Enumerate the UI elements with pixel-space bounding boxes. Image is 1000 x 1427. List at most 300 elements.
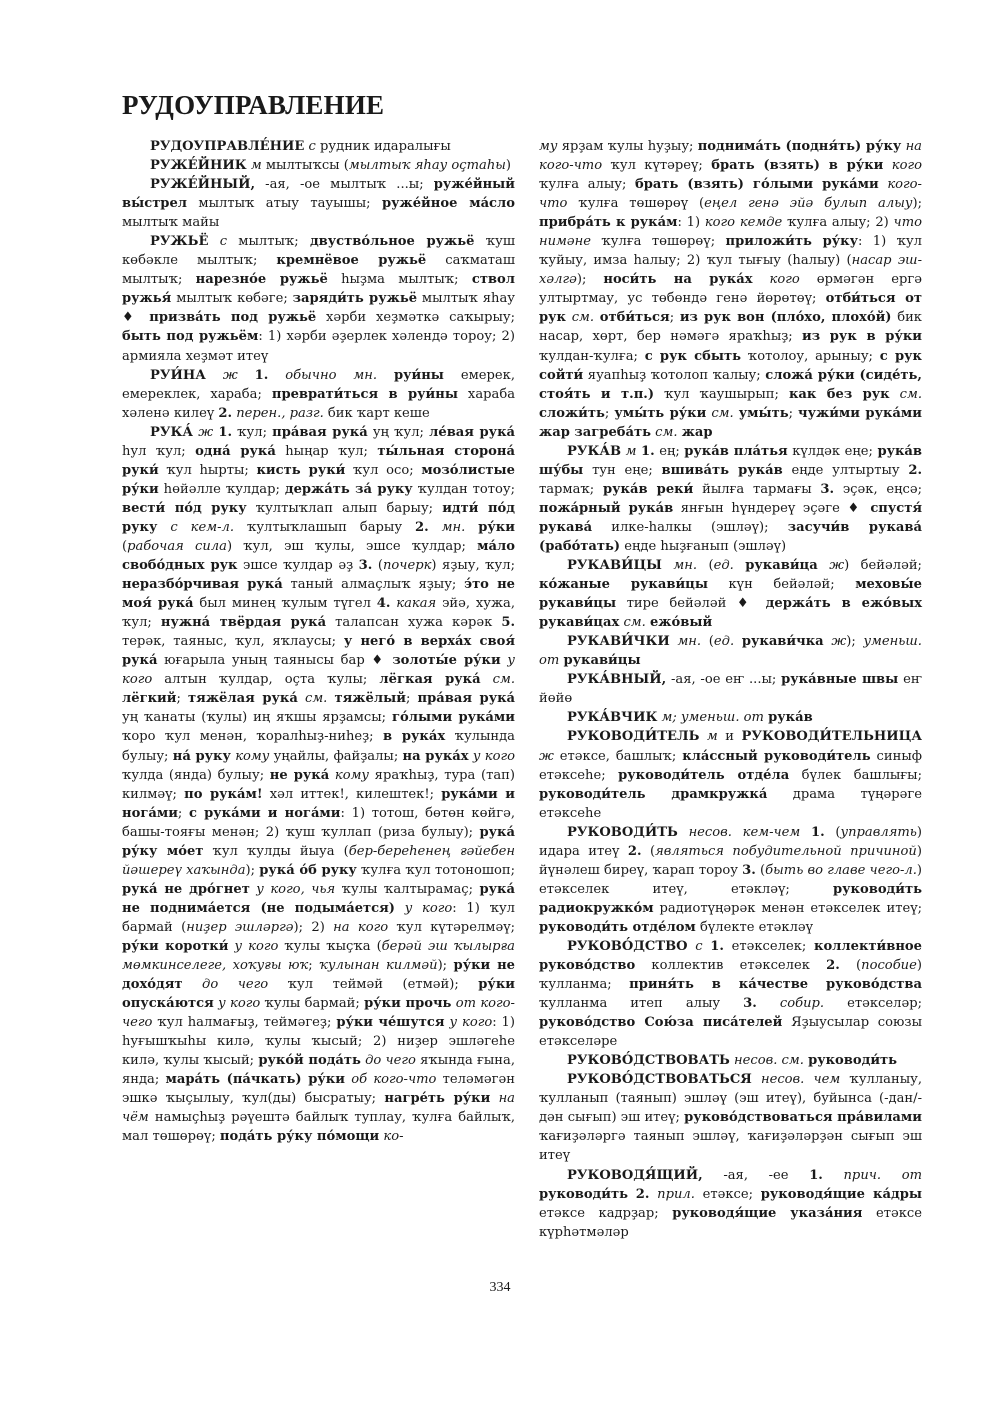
dictionary-entry [539,442,922,556]
italic-run: см. [655,424,678,440]
text-run [377,368,394,383]
bold-run: рука́вные швы [781,672,899,688]
text-run: ); [846,634,864,650]
text-run: эшсе ҡулдар әҙ [237,558,359,574]
bold-run: руководи́ть [539,1186,628,1202]
text-run: тармаҡ; [539,481,603,497]
text-run: ; [176,691,189,707]
text-run [734,634,742,649]
text-run: мылтыҡсы ( [261,158,349,174]
dictionary-entry [539,823,922,937]
dictionary-entry [539,1051,922,1070]
bold-run: руководи́ть [808,1053,898,1069]
italic-run: ж [539,748,554,764]
text-run: юғарыла уның таянысы бар ♦ [157,653,393,669]
text-run: ; [308,958,320,974]
text-run: ( [839,958,862,974]
text-run: ҡул; [232,424,273,440]
bold-run: сложи́ть [539,405,605,421]
bold-run: 3. [742,862,756,878]
bold-run: рука́ не дро́гнет [122,881,250,897]
italic-run: ҡулынан килмәй [319,958,438,974]
bold-run: из рук вон (пло́хо, плохо́й) [679,310,892,326]
bold-run: 2. [908,462,922,478]
bold-run: носи́ть на рука́х [603,272,753,288]
text-run: -ая, -ее [702,1167,810,1183]
italic-run: м; уменьш. от [661,710,764,726]
text-run: эйә, хужа, ҡул; [122,596,515,631]
bold-run: спустя́ рукава́ [539,500,923,535]
text-run: ҡулы бармай; [260,996,365,1012]
text-run: һыңар ҡул; [275,443,378,459]
italic-run: от кого-чего [122,996,515,1031]
bold-run: ру́ки не дохо́дят [122,958,516,993]
text-run [649,1187,657,1202]
text-run: ҡулға алыу; [539,177,635,193]
bold-run: не рука́ [269,767,330,783]
bold-run: 2. [826,958,840,974]
text-run [753,272,770,287]
bold-run: руководя́щие указа́ния [672,1205,863,1221]
text-run: ҡул теймәй (етмәй); [268,977,479,993]
italic-run: прич. от [843,1167,922,1183]
text-run: ҡоро ҡул менән, ҡоралһыҙ-ниһеҙ; [122,729,383,745]
bold-run: неразбо́рчивая рука́ [122,577,283,593]
text-run: ярҙам ҡулы һуҙыу; [557,139,698,154]
text-run: терәк, таяныс, ҡул, яҡлаусы; [122,634,344,650]
text-run: ҡул күтәрелмәү; [388,919,516,935]
italic-run: у кого [234,938,279,954]
italic-run: рабочая сила [127,538,227,554]
italic-run: об кого-что [351,1072,437,1088]
bold-run: заряди́ть ружьё [292,291,418,307]
text-run [890,387,900,402]
bold-run: руководи́тель отде́ла [618,767,790,783]
bold-run: ру́ки коротки́ [122,938,229,954]
bold-run: приня́ть в ка́честве руково́дства [629,977,922,993]
text-run: ); [912,196,922,212]
text-run: ( [122,538,128,554]
text-run: : 1) тотош, бөтөн көйгә, башы-тояғы менән; 2) ҡуш ҡуллап (риза булыу); [122,805,515,840]
text-run: ҡулға ҡул тотоношоп; [356,862,516,878]
text-run [208,234,219,249]
bold-run: руководи́ть отде́лом [539,919,696,935]
italic-run: у кого [472,748,515,764]
bold-run: умы́ть ру́ки [614,405,707,421]
italic-run: у кого [404,900,453,916]
bold-run: ру́ки [478,519,515,535]
text-run: йылға тармағы [693,481,821,497]
bold-run: вшива́ть рука́в [661,462,783,478]
bold-run: РУЖЕ́ЙНЫЙ, [150,177,256,193]
bold-run: рука́в шу́бы [539,443,923,478]
text-run: күн бейәләй; [707,577,856,593]
bold-run: брать (взять) го́лыми рука́ми [634,177,879,193]
text-run: бик насар, хөрт, бер нәмәгә яраҡһыҙ; [539,310,922,345]
italic-run: являться побудительной причиной [655,843,917,859]
italic-run: ко- [383,1129,404,1145]
text-run [678,825,689,840]
text-run: илке-һалкы (эшләү); [592,519,788,535]
text-run: ; [669,310,680,326]
italic-run: почерк [382,558,432,574]
italic-run: кому [334,767,370,783]
text-run: ) йүнәлеш биреү, ҡарап тороу [539,843,922,878]
text-run: хәрби хеҙмәткә саҡырыу; [316,310,515,326]
bold-run: РУЖЕ́ЙНИК [150,158,247,174]
text-run: ҡултыҡлап алып барыу; [246,500,443,516]
text-run: ; [405,691,418,707]
text-run: етәкселәр; [824,996,922,1012]
bold-run: 2. [218,405,233,421]
text-run [818,558,829,573]
bold-run: из рук в ру́ки [802,329,922,345]
bold-run: тяжёлая рука́ [188,691,298,707]
bold-run: руже́йное ма́сло [381,196,515,212]
text-run: ; [604,405,615,421]
bold-run: пра́вая рука́ [417,691,516,707]
bold-run: нужна́ твёрдая рука́ [160,615,327,631]
text-run: хәл иттек!, килештек!; [262,786,442,802]
italic-run: на кого-что [539,139,922,174]
bold-run: руково́дствоваться пра́вилами [684,1110,922,1126]
bold-run: 2. [627,843,642,859]
text-run: хараба хәленә килеү [122,386,516,421]
italic-run: перен., разг. [236,405,324,421]
bold-run: рука́ми и нога́ми [122,786,516,821]
text-run: янғын һүндереү эҫәге ♦ [673,500,871,516]
text-run: ҡул ҡулды йыуа ( [203,843,349,859]
italic-run: см. [711,405,734,421]
text-run: тире бейәләй ♦ [616,596,766,612]
text-run: саҡматаш мылтыҡ; [122,253,515,288]
bold-run: 1. [809,1167,823,1183]
dictionary-entry [122,137,515,156]
bold-run: руко́й пода́ть [258,1053,361,1069]
page-number: 334 [489,1280,511,1295]
italic-run: см. [304,691,328,707]
text-run: коллектив етәкселек [635,958,827,974]
text-run: өрмәгән ергә ултыртмау, ус төбөндә генә йөрөтөү; [539,272,922,307]
bold-run: РУКОВОДЯ́ЩИЙ, [567,1167,703,1183]
bold-run: пра́вая рука́ [272,424,368,440]
bold-run: ру́ки прочь [364,996,452,1012]
italic-run: обычно мн. [285,367,378,383]
italic-run: ед. [713,558,734,574]
bold-run: по рука́м! [184,786,263,802]
text-run [490,1091,498,1106]
text-run: ) [505,158,512,174]
text-run: ҡулдан тотоу; [412,481,515,497]
dictionary-entry [539,632,922,670]
bold-run: отби́ться от рук [539,291,922,326]
text-run: рудник идаралығы [315,139,451,154]
dictionary-entry [122,232,515,365]
text-run: ҡулға алыу; 2) [782,215,894,231]
text-run: күлдәк еңе; [787,443,878,459]
bold-run: одна́ рука́ [195,443,276,459]
bold-run: рука́в пла́тья [684,443,788,459]
bold-run: жар [681,424,713,440]
text-run: уң ҡанаты (ҡулы) иң яҡшы ярҙамсы; [122,710,392,726]
text-run: : 1) ҡул бармай ( [122,900,515,935]
bold-run: руководя́щие ка́дры [760,1186,922,1202]
bold-run: ты́льная сторона́ руки́ [122,443,515,478]
italic-run: мн. [441,519,466,535]
bold-run: меховы́е рукави́цы [539,577,922,612]
italic-run: несов. кем-чем [688,824,801,840]
italic-run: ж [222,367,238,383]
bold-run: рука́ ру́ку мо́ет [122,824,515,859]
text-run: синыф етәксеһе; [539,748,922,783]
italic-run: с [219,234,228,250]
italic-run: несов. см. [734,1053,804,1069]
text-run: : 1) [677,215,705,231]
text-run [268,368,285,383]
text-run: алтын ҡулдар, оҫта ҡулы; [152,672,380,688]
text-run: мылтыҡ; [227,234,310,250]
italic-run: еңел генә эйә булып алыу [704,196,913,212]
text-run: мылтыҡ яһау ♦ [122,291,515,326]
text-run: таный алмаҫлыҡ яҙыу; [282,577,465,593]
text-run: и [717,729,742,745]
bold-run: РУКА́В [567,443,622,459]
italic-run: с кем-л. [170,519,234,535]
dictionary-entry [539,937,922,1051]
bold-run: засучи́в рукава́ (рабо́тать) [539,519,922,554]
text-run: : 1) һуғышҡыһы килә, ҡулы ҡысый; 2) ниҙер эшләгеһе килә, ҡулы ҡысый; [122,1015,515,1069]
bold-run: руководи́тель драмкружка́ [539,786,768,802]
text-run: -ая, -ое мылтыҡ ...ы; [255,177,434,193]
bold-run: как без рук [788,386,890,402]
text-run [327,691,334,706]
bold-run: призва́ть под ружьё [149,310,317,326]
text-run: талапсан хужа кәрәк [326,615,502,631]
bold-run: ма́ло свобо́дных рук [122,538,515,574]
italic-run: на чём [122,1091,515,1126]
italic-run: кого [769,272,800,288]
italic-run: ж [829,558,845,574]
bold-run: 4. [376,596,391,612]
text-run [734,558,745,573]
bold-run: 1. [254,367,269,383]
bold-run: с рук сбыть [644,348,741,364]
bold-run: ле́вая рука́ [429,424,516,440]
text-run: һул ҡул; [122,443,196,459]
text-run [757,996,780,1011]
bold-run: ру́ки опуска́ются [122,977,515,1012]
bold-run: кла́ссный руководи́тель [682,748,871,764]
dictionary-entry [122,175,515,232]
bold-run: 2. [635,1186,650,1202]
text-run [752,1072,761,1087]
text-run: эҫәк, еңсә; [834,481,922,497]
text-run: емерек, емереклек, хараба; [122,367,516,402]
text-run: ); [245,862,260,878]
text-run [465,520,478,535]
bold-run: РУКА́ВЧИК [567,710,658,726]
bold-run: поднима́ть (подня́ть) ру́ку [697,139,902,154]
bold-run: РУКОВОДИ́ТЕЛЬ [567,729,700,745]
text-run: -ая, -ое еҥ ...ы; [666,672,782,688]
text-run [157,520,170,535]
text-run: : 1) ҡул ҡуйыу, имза һалыу; 2) ҡул тығыу (һалыу) ( [539,234,922,269]
bold-run: умы́ть [738,405,789,421]
text-run: радиотүңәрәк менән етәкселек итеү; [653,900,922,916]
text-run: яраҡһыҙ, тура (тап) килмәү; [122,767,516,802]
text-run [662,558,673,573]
bold-run: золоты́е ру́ки [392,653,501,669]
text-run [206,368,223,383]
text-run: ) етәкселек итеү, етәкләү; [539,862,922,897]
italic-run: быть во главе чего-л. [765,862,917,878]
italic-run: ж [831,634,847,650]
dictionary-entry [539,137,922,442]
text-run: мылтыҡ атыу тауышы; [187,196,382,212]
italic-run: ед. [713,634,735,650]
bold-run: сложа́ ру́ки (сиде́ть, стоя́ть и т.п.) [539,367,922,402]
text-run: ҡулы ҡыҫҡа ( [278,938,382,954]
bold-run: руково́дство Сою́за писа́телей [539,1015,783,1031]
dictionary-entry [539,556,922,632]
text-run: һыҙма мылтыҡ; [327,272,472,288]
text-run [429,520,442,535]
bold-run: двуство́льное ружьё [309,234,475,250]
bold-run: ру́ки че́шутся [336,1015,445,1031]
bold-run: руководи́ть радиокружко́м [539,881,922,916]
italic-run: см. [571,310,595,326]
italic-run: мылтыҡ яһау оҫтаһы [348,158,506,174]
bold-run: рука́ не поднима́ется (не подыма́ется) [122,881,515,916]
text-run: ; [177,805,190,821]
text-run: ( [697,558,714,574]
dictionary-entry [539,1070,922,1165]
bold-run: коллекти́вное руково́дство [539,938,922,974]
italic-run: м [250,158,262,174]
bold-run: РУДОУПРАВЛЕ́НИЕ [150,139,305,154]
italic-run: управлять [840,824,917,840]
text-run: ) бейәләй; [844,558,922,574]
text-run: ҡулы ҡалтырамаҫ; [335,881,480,897]
bold-run: вести́ по́д руку [122,500,247,516]
italic-run: что нимәне [539,215,922,250]
bold-run: э́то не моя́ рука́ [122,577,515,612]
text-run [238,368,255,383]
bold-run: 1. [641,443,655,459]
italic-run: см. [623,615,646,631]
bold-run: на́ руку [172,748,231,764]
dictionary-entry [122,156,515,175]
italic-run: уменьш. от [539,634,922,669]
bold-run: с рука́ми и нога́ми [189,805,341,821]
italic-run: насар эш-хәлгә [539,253,922,288]
text-run: ҡулдан-ҡулға; [539,348,645,364]
bold-run: прибра́ть к рука́м [539,215,678,231]
text-run: ҡул һырты; [158,462,257,478]
text-run: ҡул ҡаушырып; [654,386,789,402]
italic-run: мн. [677,634,702,650]
bold-run: держа́ть в ежо́вых рукави́цах [539,596,922,631]
bold-run: нагре́ть ру́ки [384,1091,491,1107]
bold-run: рукави́ца [745,558,818,574]
text-run: ҡулда (янда) булыу; [122,767,270,783]
text-run: һөйәлле ҡулдар; [158,481,285,497]
bold-run: на рука́х [402,748,469,764]
bold-run: мара́ть (па́чкать) ру́ки [165,1072,345,1088]
text-run: мылтыҡ майы [122,215,220,231]
text-run: ) ҡул, эш ҡулы, эшсе ҡулдар; [226,538,478,554]
text-run: теләмәгән эшкә ҡыҫылыу, ҡул(ды) бысратыу; [122,1072,515,1107]
bold-run: 2. [415,519,429,535]
text-run: ( [701,634,714,650]
bold-run: РУЖЬЁ [150,234,209,250]
bold-run: кремнёвое ружьё [276,253,427,269]
dictionary-entry [539,708,922,727]
text-run: ( [755,862,766,878]
bold-run: нарезно́е ружьё [195,272,328,288]
italic-run: с [308,139,316,154]
italic-run: му [539,139,558,154]
text-run [183,977,203,992]
bold-run: РУКАВИ́ЦЫ [567,558,662,574]
bold-run: РУКОВО́ДСТВОВАТЬСЯ [567,1072,752,1088]
bold-run: в рука́х [382,729,446,745]
text-run [395,901,405,916]
italic-run: берәй эш ҡылырға мөмкинселеге, хоҡуғы юҡ [122,938,515,974]
italic-run: кого [891,158,922,174]
bold-run: 3. [743,996,757,1012]
bold-run: мозо́листые ру́ки [122,462,515,497]
bold-run: рукави́чка [741,634,824,650]
text-run: етәксе кадрҙар; [539,1205,673,1221]
text-run: етәксе, башлыҡ; [553,748,683,764]
text-run: етәксе; [694,1186,761,1202]
running-head: РУДОУПРАВЛЕНИЕ [122,90,385,120]
text-run: еңде һыҙғанып (эшләү) [620,538,787,554]
bold-run: ствол ружья́ [122,272,515,307]
text-run: ); 2) [293,919,334,935]
bold-run: быть под ружьём [122,329,259,345]
italic-run: пособие [861,958,917,974]
italic-run: какая [396,596,437,612]
italic-run: кого кемде [704,215,783,231]
bold-run: РУИ́НА [150,367,206,383]
bold-run: преврати́ться в руи́ны [271,386,458,402]
text-run: ҡулға төшөрөү; [591,234,726,250]
bold-run: 1. [710,938,724,954]
bold-run: РУКОВО́ДСТВОВАТЬ [567,1053,730,1069]
text-run: ); [576,272,604,288]
text-run [823,1168,844,1183]
bold-run: руи́ны [393,367,444,383]
italic-run: у кого [122,653,516,688]
right-column [539,137,922,1242]
text-run: мылтыҡ көбәге; [171,291,293,307]
text-run: ҡотолоу, арыныу; [740,348,880,364]
text-run [800,825,811,840]
text-run: тун еңе; [583,462,662,478]
text-run: ең; [654,443,685,459]
text-run: ҡултыҡлашып барыу [234,519,415,535]
bold-run: РУКОВО́ДСТВО [567,938,688,954]
bold-run: го́лыми рука́ми [391,710,516,726]
text-run: ; [788,405,799,421]
text-run: яуапһыҙ ҡотолоп ҡалыу; [583,367,766,383]
bold-run: держа́ть за́ руку [284,481,413,497]
bold-run: 3. [358,558,373,574]
text-run [699,729,707,744]
italic-run: кого-что [539,177,922,212]
